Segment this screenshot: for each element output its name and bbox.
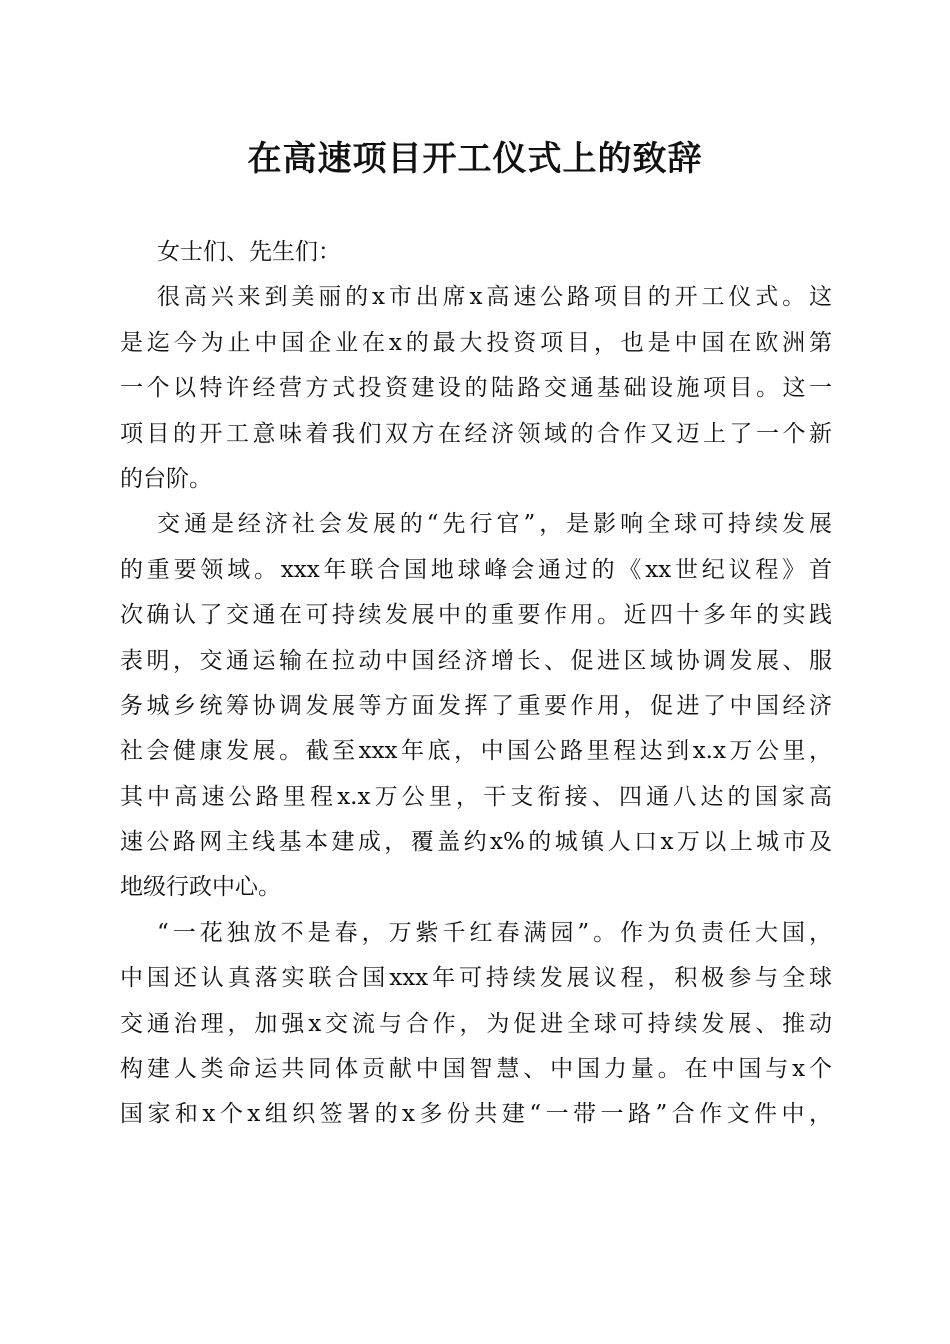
body-text-line: 务城乡统筹协调发展等方面发挥了重要作用，促进了中国经济 [120, 692, 832, 719]
body-text-line: 表明，交通运输在拉动中国经济增长、促进区域协调发展、服 [120, 647, 832, 674]
body-text-line: 是迄今为止中国企业在x的最大投资项目，也是中国在欧洲第 [120, 329, 832, 356]
body-text-line: “一花独放不是春，万紫千红春满园”。作为负责任大国， [157, 919, 832, 946]
document-body [120, 230, 832, 1138]
body-text-line: 构建人类命运共同体贡献中国智慧、中国力量。在中国与x个 [120, 1056, 832, 1083]
body-text-line: 的重要领域。xxx年联合国地球峰会通过的《xx世纪议程》首 [120, 556, 832, 583]
body-text-line: 社会健康发展。截至xxx年底，中国公路里程达到x.x万公里， [120, 738, 832, 765]
body-text-line: 次确认了交通在可持续发展中的重要作用。近四十多年的实践 [120, 602, 832, 629]
body-text-line: 交通治理，加强x交流与合作，为促进全球可持续发展、推动 [120, 1010, 832, 1037]
body-text-line: 其中高速公路里程x.x万公里，干支衔接、四通八达的国家高 [120, 783, 832, 810]
body-text-line: 的台阶。 [120, 465, 212, 492]
body-text-line: 交通是经济社会发展的“先行官”，是影响全球可持续发展 [157, 511, 832, 538]
body-text-line: 项目的开工意味着我们双方在经济领域的合作又迈上了一个新 [120, 420, 832, 447]
salutation-line: 女士们、先生们： [157, 239, 341, 265]
body-text-line: 国家和x个x组织签署的x多份共建“一带一路”合作文件中， [120, 1101, 832, 1128]
body-text-line: 速公路网主线基本建成，覆盖约x%的城镇人口x万以上城市及 [120, 829, 832, 856]
body-text-line: 一个以特许经营方式投资建设的陆路交通基础设施项目。这一 [120, 375, 832, 402]
document-title: 在高速项目开工仪式上的致辞 [247, 139, 703, 179]
body-text-line: 地级行政中心。 [120, 874, 281, 901]
body-text-line: 很高兴来到美丽的x市出席x高速公路项目的开工仪式。这 [157, 284, 832, 311]
body-text-line: 中国还认真落实联合国xxx年可持续发展议程，积极参与全球 [120, 965, 832, 992]
